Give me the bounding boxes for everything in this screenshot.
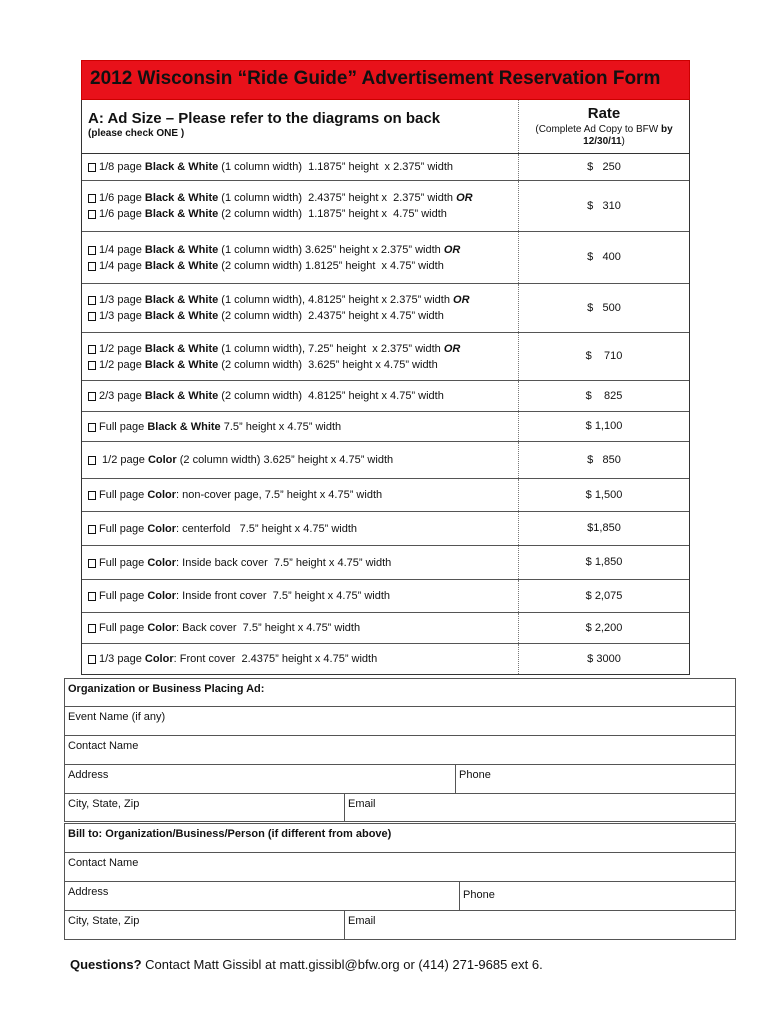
ad-option-or: OR — [443, 244, 461, 256]
ad-option-price: $ 710 — [585, 350, 623, 362]
ad-option-size: Full page — [99, 489, 148, 501]
ad-option-size: 1/2 page — [99, 343, 145, 355]
ad-option-kind: Black & White — [144, 359, 219, 371]
bill-section-title: Bill to: Organization/Business/Person (if different from above) — [68, 828, 392, 840]
ad-option-line — [88, 190, 513, 206]
ad-option-description — [88, 292, 513, 324]
ad-option-rest: 7.5” height x 4.75” width — [220, 421, 342, 433]
ad-option-row — [82, 154, 689, 181]
ad-option-checkbox[interactable] — [88, 194, 96, 203]
ad-option-row — [82, 181, 689, 232]
ad-option-row — [82, 284, 689, 333]
ad-option-rest: (2 column width) 4.8125” height x 4.75” width — [218, 390, 444, 402]
bill-contact-name-field[interactable] — [65, 853, 735, 882]
ad-option-line — [88, 651, 513, 667]
section-a-subtitle: (please check ONE ) — [88, 128, 185, 139]
ad-option-rest: (2 column width) 3.625” height x 4.75” width — [176, 454, 394, 466]
rate-header — [519, 100, 689, 148]
ad-option-checkbox[interactable] — [88, 624, 96, 633]
org-city-label[interactable]: City, State, Zip — [68, 798, 140, 810]
ad-option-checkbox[interactable] — [88, 262, 96, 271]
ad-option-checkbox[interactable] — [88, 312, 96, 321]
ad-option-rest: : non-cover page, 7.5” height x 4.75” width — [176, 489, 383, 501]
ad-option-checkbox[interactable] — [88, 163, 96, 172]
ad-option-kind: Black & White — [144, 192, 219, 204]
ad-option-checkbox[interactable] — [88, 361, 96, 370]
ad-option-row — [82, 613, 689, 644]
ad-option-size: 1/3 page — [99, 310, 145, 322]
ad-option-row — [82, 442, 689, 479]
bill-address-row — [65, 882, 735, 911]
ad-option-kind: Black & White — [144, 244, 219, 256]
ad-option-description — [88, 452, 513, 468]
ad-option-checkbox[interactable] — [88, 423, 96, 432]
form-title: 2012 Wisconsin “Ride Guide” Advertisement Reservation Form — [90, 68, 661, 89]
ad-option-line — [88, 308, 513, 324]
ad-option-description — [88, 651, 513, 667]
ad-option-checkbox[interactable] — [88, 296, 96, 305]
ad-option-rest: (1 column width), 7.25” height x 2.375” width — [218, 343, 444, 355]
ad-option-kind: Black & White — [144, 310, 219, 322]
ad-option-rest: : Inside back cover 7.5” height x 4.75” width — [176, 557, 392, 569]
contact-text: Contact Matt Gissibl at matt.gissibl@bfw.org or (414) 271-9685 ext 6. — [141, 957, 543, 972]
contact-footer — [70, 957, 543, 972]
ad-option-size: 1/4 page — [99, 260, 145, 272]
ad-option-price: $ 1,500 — [585, 489, 623, 501]
ad-option-rest: : Front cover 2.4375” height x 4.75” width — [173, 653, 378, 665]
ad-option-description — [88, 388, 513, 404]
bill-to-section — [64, 823, 736, 940]
ad-option-kind: Color — [147, 454, 177, 466]
ad-option-size: Full page — [99, 622, 148, 634]
ad-option-row — [82, 479, 689, 512]
ad-option-line — [88, 357, 513, 373]
ad-option-description — [88, 521, 513, 537]
ad-option-size: 1/3 page — [99, 653, 145, 665]
ad-option-rest: (1 column width) 2.4375” height x 2.375” width — [218, 192, 457, 204]
ad-option-line — [88, 242, 513, 258]
ad-option-price: $ 2,200 — [585, 622, 623, 634]
ad-option-kind: Black & White — [144, 390, 219, 402]
event-name-label: Event Name (if any) — [68, 711, 166, 723]
ad-option-size: Full page — [99, 590, 148, 602]
ad-option-rest: : Inside front cover 7.5” height x 4.75” width — [176, 590, 391, 602]
bill-phone-label[interactable]: Phone — [463, 889, 495, 901]
ad-option-row — [82, 546, 689, 580]
ad-option-or: OR — [443, 343, 461, 355]
ad-option-row — [82, 512, 689, 546]
ad-option-kind: Black & White — [144, 260, 219, 272]
ad-option-price: $ 500 — [587, 302, 621, 314]
org-contact-name-field[interactable] — [65, 736, 735, 765]
ad-option-row — [82, 381, 689, 412]
ad-option-rest: (1 column width) 3.625” height x 2.375” width — [218, 244, 444, 256]
rate-note: (Complete Ad Copy to BFW by 12/30/11) — [535, 124, 673, 147]
ad-option-or: OR — [453, 294, 470, 306]
ad-option-price: $ 3000 — [587, 653, 621, 665]
ad-option-kind: Color — [147, 557, 177, 569]
ad-option-line — [88, 292, 513, 308]
bill-city-label[interactable]: City, State, Zip — [68, 915, 140, 927]
ad-option-description — [88, 242, 513, 274]
ad-option-description — [88, 419, 513, 435]
ad-option-size: 1/3 page — [99, 294, 145, 306]
bill-title-row — [65, 824, 735, 853]
ad-option-kind: Color — [147, 523, 177, 535]
ad-option-description — [88, 620, 513, 636]
ad-option-row — [82, 644, 689, 674]
ad-option-price: $1,850 — [587, 522, 621, 534]
ad-option-rest: : Back cover 7.5” height x 4.75” width — [176, 622, 361, 634]
ad-option-row — [82, 333, 689, 381]
ad-option-kind: Color — [144, 653, 174, 665]
ad-options-list — [82, 154, 689, 674]
org-email-label[interactable]: Email — [348, 798, 376, 810]
ad-option-checkbox[interactable] — [88, 210, 96, 219]
ad-size-table — [81, 100, 690, 675]
ad-option-checkbox[interactable] — [88, 246, 96, 255]
ad-option-line — [88, 521, 513, 537]
org-city-row — [65, 794, 735, 821]
ad-option-kind: Color — [147, 489, 177, 501]
org-section-title: Organization or Business Placing Ad: — [68, 683, 265, 695]
ad-option-description — [88, 588, 513, 604]
ad-option-or: OR — [456, 192, 473, 204]
ad-option-checkbox[interactable] — [88, 525, 96, 534]
ad-option-rest: (2 column width) 1.8125” height x 4.75” width — [218, 260, 444, 272]
ad-option-row — [82, 580, 689, 613]
section-a-title: A: Ad Size – Please refer to the diagrams on back — [88, 110, 441, 127]
ad-option-size: 1/4 page — [99, 244, 145, 256]
ad-option-size: Full page — [99, 557, 148, 569]
ad-option-rest: (2 column width) 1.1875” height x 4.75” width — [218, 208, 447, 220]
ad-option-kind: Black & White — [144, 294, 219, 306]
org-phone-label[interactable]: Phone — [459, 769, 491, 781]
ad-option-line — [88, 487, 513, 503]
ad-option-rest: : centerfold 7.5” height x 4.75” width — [176, 523, 358, 535]
ad-option-price: $ 400 — [587, 251, 621, 263]
ad-option-kind: Color — [147, 622, 177, 634]
ad-option-checkbox[interactable] — [88, 592, 96, 601]
ad-option-rest: (2 column width) 2.4375” height x 4.75” width — [218, 310, 444, 322]
ad-option-price: $ 1,850 — [585, 556, 623, 568]
ad-option-rest: (1 column width) 1.1875” height x 2.375” width — [218, 161, 454, 173]
ad-option-kind: Black & White — [147, 421, 221, 433]
ad-option-size: 1/6 page — [99, 208, 145, 220]
org-title-row — [65, 679, 735, 707]
ad-option-size: Full page — [99, 421, 148, 433]
rate-title: Rate — [587, 105, 621, 122]
ad-option-line — [88, 620, 513, 636]
ad-option-line — [88, 419, 513, 435]
ad-option-kind: Black & White — [144, 343, 219, 355]
ad-option-checkbox[interactable] — [88, 456, 96, 465]
ad-option-description — [88, 190, 513, 222]
ad-option-description — [88, 159, 513, 175]
bill-contact-name-label: Contact Name — [68, 857, 139, 869]
ad-option-price: $ 250 — [587, 161, 621, 173]
ad-option-checkbox[interactable] — [88, 491, 96, 500]
ad-option-line — [88, 206, 513, 222]
ad-option-checkbox[interactable] — [88, 559, 96, 568]
ad-option-line — [88, 388, 513, 404]
ad-option-size: 1/2 page — [99, 359, 145, 371]
ad-option-price: $ 825 — [585, 390, 623, 402]
org-address-row — [65, 765, 735, 794]
ad-option-checkbox[interactable] — [88, 655, 96, 664]
ad-option-line — [88, 159, 513, 175]
ad-option-kind: Black & White — [144, 208, 219, 220]
ad-option-size: Full page — [99, 523, 148, 535]
form-header — [81, 60, 690, 100]
organization-section — [64, 678, 736, 822]
ad-option-size: 1/2 page — [99, 454, 148, 466]
ad-option-size: 1/8 page — [99, 161, 145, 173]
ad-option-price: $ 310 — [587, 200, 621, 212]
bill-email-label[interactable]: Email — [348, 915, 376, 927]
event-name-field[interactable] — [65, 707, 735, 736]
ad-option-description — [88, 555, 513, 571]
ad-option-size: 2/3 page — [99, 390, 145, 402]
ad-option-price: $ 2,075 — [585, 590, 623, 602]
ad-option-price: $ 1,100 — [585, 420, 623, 432]
ad-option-line — [88, 588, 513, 604]
ad-option-size: 1/6 page — [99, 192, 145, 204]
org-contact-name-label: Contact Name — [68, 740, 139, 752]
org-address-label[interactable]: Address — [68, 769, 109, 781]
ad-option-rest: (2 column width) 3.625” height x 4.75” width — [218, 359, 438, 371]
ad-option-line — [88, 555, 513, 571]
ad-option-checkbox[interactable] — [88, 392, 96, 401]
ad-option-line — [88, 258, 513, 274]
ad-option-kind: Black & White — [144, 161, 219, 173]
ad-option-price: $ 850 — [587, 454, 621, 466]
ad-option-row — [82, 232, 689, 284]
bill-address-label[interactable]: Address — [68, 886, 109, 898]
ad-option-checkbox[interactable] — [88, 345, 96, 354]
ad-option-row — [82, 412, 689, 442]
questions-label: Questions? — [70, 957, 142, 972]
ad-option-line — [88, 452, 513, 468]
ad-option-description — [88, 341, 513, 373]
ad-size-header — [82, 100, 689, 154]
ad-option-line — [88, 341, 513, 357]
ad-option-kind: Color — [147, 590, 177, 602]
ad-option-description — [88, 487, 513, 503]
bill-city-row — [65, 911, 735, 939]
ad-option-rest: (1 column width), 4.8125” height x 2.375” width — [218, 294, 454, 306]
